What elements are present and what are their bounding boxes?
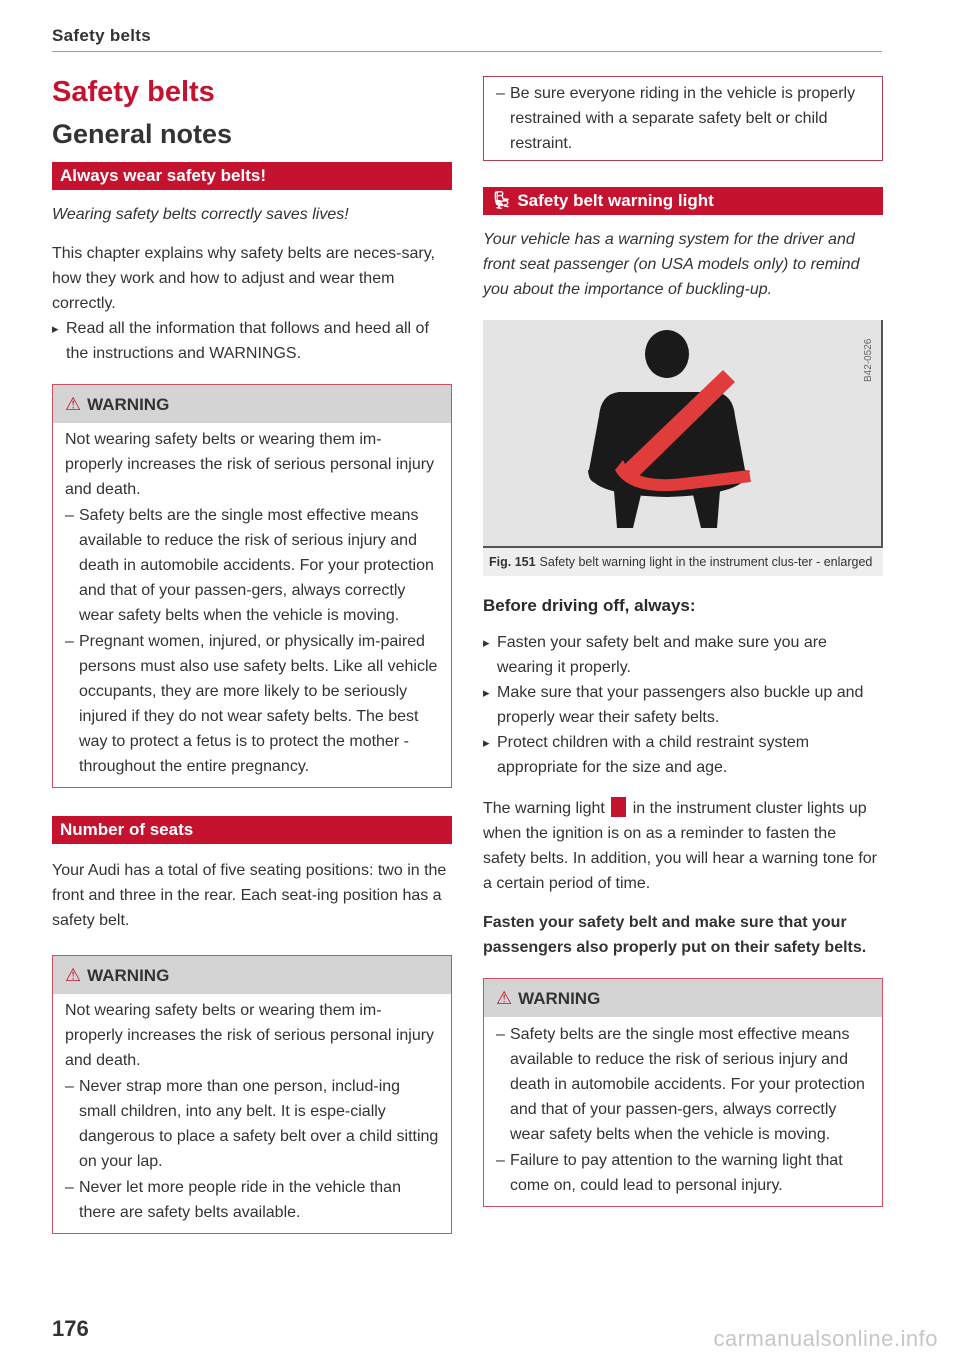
warning-item: – Never strap more than one person, includ-ing small children, into any belt. It is espe-cially dangerous to place a safety belt over a child sitting on your lap.: [65, 1074, 439, 1174]
warning-item: – Safety belts are the single most effective means available to reduce the risk of serious injury and death in automobile accidents. For your protection and that of your passen-gers, always correctly wear safety belts when the vehicle is moving.: [65, 503, 439, 628]
section-bar-warning-light: [483, 187, 883, 215]
page-title: Safety belts: [52, 76, 215, 108]
read-instructions-bullet: ▸ Read all the information that follows and heed all of the instructions and WARNINGS.: [52, 316, 452, 366]
warning-triangle-icon: ⚠: [496, 988, 513, 1008]
warning-triangle-icon: ⚠: [65, 394, 82, 414]
seatbelt-person-icon: [483, 320, 879, 544]
header-divider: [52, 51, 882, 52]
warning-light-text-a: The warning light: [483, 800, 605, 817]
warning-box-1: [52, 384, 452, 788]
figure-caption: [483, 548, 883, 576]
warning-item: – Safety belts are the single most effective means available to reduce the risk of serious injury and death in automobile accidents. For your protection and that of your passen-gers, always correctly wear safety belts when the vehicle is moving.: [496, 1022, 870, 1147]
warning-item: – Never let more people ride in the vehicle than there are safety belts available.: [65, 1175, 439, 1225]
chapter-paragraph: This chapter explains why safety belts are neces-sary, how they work and how to adjust and wear them correctly.: [52, 245, 435, 312]
warning-light-intro: Your vehicle has a warning system for the driver and front seat passenger (on USA models only) to remind you about the importance of buckling-up.: [483, 231, 860, 298]
warning-box-2: [52, 955, 452, 1234]
warning-title: WARNING: [518, 989, 601, 1008]
running-head: Safety belts: [52, 26, 152, 45]
figure: [483, 320, 883, 576]
section-intro: Wearing safety belts correctly saves lives!: [52, 206, 349, 223]
right-column: [483, 76, 883, 1207]
section-bar-label: Safety belt warning light: [517, 191, 714, 210]
figure-image: [483, 320, 883, 548]
before-driving-heading: Before driving off, always:: [483, 596, 696, 615]
figure-label: Fig. 151: [489, 555, 536, 569]
continued-warning-box: [483, 76, 883, 161]
warning-title: WARNING: [87, 395, 170, 414]
warning-item: – Failure to pay attention to the warning light that come on, could lead to personal injury.: [496, 1148, 870, 1198]
warning-light-text-b: in the instrument cluster lights up when the ignition is on as a reminder to fasten the safety belts. In addition, you will hear a warning tone for a certain period of time.: [483, 800, 877, 892]
belt-warning-icon: 💺︎: [491, 191, 513, 210]
belt-warning-light-icon: [611, 797, 626, 817]
page-number: 176: [52, 1316, 89, 1341]
warning-title: WARNING: [87, 966, 170, 985]
watermark: carmanualsonline.info: [713, 1326, 938, 1351]
fasten-belt-paragraph: Fasten your safety belt and make sure that your passengers also properly put on their safety belts.: [483, 914, 867, 956]
warning-header: [53, 956, 451, 994]
section-bar-number-of-seats: Number of seats: [52, 816, 452, 844]
warning-item: – Be sure everyone riding in the vehicle is properly restrained with a separate safety belt or child restraint.: [496, 81, 870, 156]
warning-lead: Not wearing safety belts or wearing them im-properly increases the risk of serious personal injury and death.: [65, 431, 435, 498]
warning-header: [484, 979, 882, 1017]
list-item: ▸ Fasten your safety belt and make sure you are wearing it properly.: [483, 630, 883, 680]
figure-caption-text: Safety belt warning light in the instrument clus-ter - enlarged: [539, 555, 873, 569]
left-column: [52, 70, 452, 1234]
section-bar-always-wear: Always wear safety belts!: [52, 162, 452, 190]
warning-header: [53, 385, 451, 423]
warning-lead: Not wearing safety belts or wearing them im-properly increases the risk of serious personal injury and death.: [65, 1002, 435, 1069]
page-subtitle: General notes: [52, 119, 233, 149]
list-item: ▸ Make sure that your passengers also buckle up and properly wear their safety belts.: [483, 680, 883, 730]
warning-light-paragraph: [483, 796, 883, 896]
figure-code: B42-0526: [863, 338, 874, 382]
warning-box-3: [483, 978, 883, 1207]
seats-paragraph: Your Audi has a total of five seating positions: two in the front and three in the rear. Each seat-ing position has a safety belt.: [52, 862, 447, 929]
list-item: ▸ Protect children with a child restraint system appropriate for the size and age.: [483, 730, 883, 780]
before-driving-list: [483, 630, 883, 780]
warning-triangle-icon: ⚠: [65, 965, 82, 985]
warning-item: – Pregnant women, injured, or physically im-paired persons must also use safety belts. Like all vehicle occupants, they are more likely to be seriously injured if they do not wear safety belts. The best way to protect a fetus is to protect the mother - throughout the entire pregnancy.: [65, 629, 439, 779]
